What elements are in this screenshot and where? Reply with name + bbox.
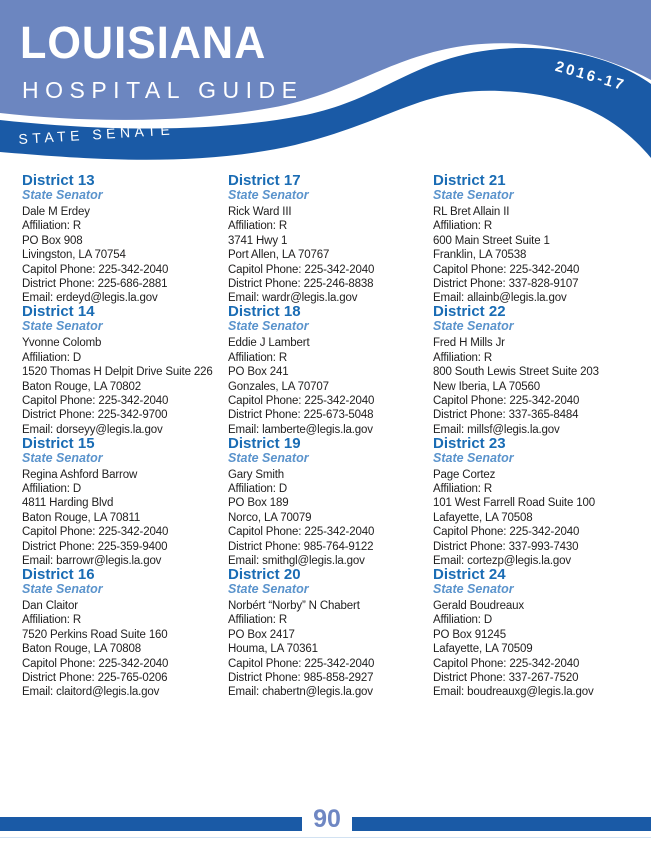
address-line-1: PO Box 91245 <box>433 628 507 641</box>
email: Email: boudreauxg@legis.la.gov <box>433 686 594 699</box>
address-line-2: Baton Rouge, LA 70802 <box>22 380 141 393</box>
capitol-phone: Capitol Phone: 225-342-2040 <box>22 263 169 276</box>
header <box>0 0 651 170</box>
address-line-1: PO Box 2417 <box>228 628 295 641</box>
district-role: State Senator <box>228 319 309 334</box>
district-title: District 15 <box>22 434 95 452</box>
district-role: State Senator <box>22 450 103 465</box>
senator-name: Gary Smith <box>228 468 285 481</box>
district-title: District 21 <box>433 172 506 189</box>
district-title: District 14 <box>22 303 95 321</box>
district-phone: District Phone: 225-359-9400 <box>22 540 168 553</box>
senator-name: Gerald Boudreaux <box>433 599 524 612</box>
address-line-2: New Iberia, LA 70560 <box>433 380 540 393</box>
district-title: District 20 <box>228 565 301 583</box>
edition-badge: 2016-17 <box>553 58 628 95</box>
email: Email: claitord@legis.la.gov <box>22 686 160 699</box>
district-phone: District Phone: 337-828-9107 <box>433 278 579 291</box>
district-entry <box>433 436 635 567</box>
district-title: District 17 <box>228 172 301 189</box>
affiliation: Affiliation: D <box>433 614 493 627</box>
district-entry <box>228 173 430 304</box>
district-phone: District Phone: 985-858-2927 <box>228 671 374 684</box>
capitol-phone: Capitol Phone: 225-342-2040 <box>22 657 169 670</box>
district-phone: District Phone: 225-765-0206 <box>22 671 168 684</box>
page-title: LOUISIANA <box>20 17 267 68</box>
district-title: District 18 <box>228 303 301 321</box>
district-title: District 19 <box>228 434 301 452</box>
senator-name: Fred H Mills Jr <box>433 337 505 350</box>
email: Email: cortezp@legis.la.gov <box>433 555 572 568</box>
address-line-1: 4811 Harding Blvd <box>22 497 114 510</box>
district-entry <box>22 436 224 567</box>
address-line-1: 101 West Farrell Road Suite 100 <box>433 497 595 510</box>
capitol-phone: Capitol Phone: 225-342-2040 <box>228 657 375 670</box>
senator-name: Regina Ashford Barrow <box>22 468 138 481</box>
email: Email: millsf@legis.la.gov <box>433 423 560 436</box>
column-right <box>433 173 635 698</box>
address-line-1: PO Box 241 <box>228 366 289 379</box>
district-role: State Senator <box>433 188 514 202</box>
senator-name: Norbért “Norby” N Chabert <box>228 599 360 612</box>
capitol-phone: Capitol Phone: 225-342-2040 <box>433 657 580 670</box>
district-entry <box>433 173 635 304</box>
address-line-2: Gonzales, LA 70707 <box>228 380 329 393</box>
district-phone: District Phone: 985-764-9122 <box>228 540 374 553</box>
capitol-phone: Capitol Phone: 225-342-2040 <box>433 394 580 407</box>
address-line-1: 800 South Lewis Street Suite 203 <box>433 366 599 379</box>
address-line-1: 3741 Hwy 1 <box>228 234 288 247</box>
district-role: State Senator <box>433 581 514 596</box>
district-entry <box>228 436 430 567</box>
district-phone: District Phone: 225-673-5048 <box>228 409 374 422</box>
district-phone: District Phone: 337-993-7430 <box>433 540 579 553</box>
district-title: District 24 <box>433 565 506 583</box>
district-role: State Senator <box>22 188 103 202</box>
email: Email: dorseyy@legis.la.gov <box>22 423 163 436</box>
address-line-2: Port Allen, LA 70767 <box>228 249 330 262</box>
capitol-phone: Capitol Phone: 225-342-2040 <box>433 526 580 539</box>
capitol-phone: Capitol Phone: 225-342-2040 <box>433 263 580 276</box>
district-phone: District Phone: 225-342-9700 <box>22 409 168 422</box>
district-entry <box>22 304 224 435</box>
senator-name: Eddie J Lambert <box>228 337 310 350</box>
district-role: State Senator <box>433 319 514 334</box>
affiliation: Affiliation: R <box>22 614 82 627</box>
email: Email: erdeyd@legis.la.gov <box>22 292 158 305</box>
district-entry <box>22 173 224 304</box>
email: Email: lamberte@legis.la.gov <box>228 423 373 436</box>
footer-bar-left <box>0 817 302 831</box>
capitol-phone: Capitol Phone: 225-342-2040 <box>22 394 169 407</box>
district-phone: District Phone: 225-246-8838 <box>228 278 374 291</box>
capitol-phone: Capitol Phone: 225-342-2040 <box>228 394 375 407</box>
section-banner: STATE SENATE <box>18 121 175 147</box>
district-role: State Senator <box>22 581 103 596</box>
district-phone: District Phone: 337-365-8484 <box>433 409 579 422</box>
senator-name: RL Bret Allain II <box>433 206 510 218</box>
affiliation: Affiliation: R <box>22 220 82 233</box>
address-line-2: Lafayette, LA 70508 <box>433 511 533 524</box>
district-phone: District Phone: 225-686-2881 <box>22 278 168 291</box>
footer-hairline <box>0 837 651 838</box>
capitol-phone: Capitol Phone: 225-342-2040 <box>228 526 375 539</box>
district-role: State Senator <box>228 581 309 596</box>
affiliation: Affiliation: D <box>22 351 82 364</box>
district-phone: District Phone: 337-267-7520 <box>433 671 579 684</box>
address-line-2: Franklin, LA 70538 <box>433 249 527 262</box>
district-role: State Senator <box>228 188 309 202</box>
district-entry <box>228 567 430 698</box>
district-title: District 13 <box>22 172 95 189</box>
email: Email: allainb@legis.la.gov <box>433 292 567 305</box>
address-line-1: 600 Main Street Suite 1 <box>433 234 550 247</box>
footer-bar-right <box>352 817 651 831</box>
page-subtitle: HOSPITAL GUIDE <box>22 77 304 103</box>
district-title: District 23 <box>433 434 506 452</box>
page-number: 90 <box>313 805 341 833</box>
affiliation: Affiliation: R <box>228 614 288 627</box>
district-entry <box>433 567 635 698</box>
address-line-1: PO Box 189 <box>228 497 289 510</box>
district-entry <box>22 567 224 698</box>
district-role: State Senator <box>228 450 309 465</box>
affiliation: Affiliation: R <box>228 220 288 233</box>
district-role: State Senator <box>433 450 514 465</box>
affiliation: Affiliation: R <box>433 483 493 495</box>
senator-name: Page Cortez <box>433 468 496 481</box>
affiliation: Affiliation: D <box>228 483 288 495</box>
senator-name: Dan Claitor <box>22 599 78 612</box>
email: Email: smithgl@legis.la.gov <box>228 555 365 568</box>
senator-name: Dale M Erdey <box>22 206 90 218</box>
email: Email: barrowr@legis.la.gov <box>22 555 162 568</box>
address-line-1: 1520 Thomas H Delpit Drive Suite 226 <box>22 366 213 379</box>
affiliation: Affiliation: D <box>22 483 82 495</box>
senator-name: Rick Ward III <box>228 206 292 218</box>
district-entry <box>228 304 430 435</box>
capitol-phone: Capitol Phone: 225-342-2040 <box>228 263 375 276</box>
affiliation: Affiliation: R <box>433 220 493 233</box>
email: Email: wardr@legis.la.gov <box>228 292 358 305</box>
district-title: District 22 <box>433 303 506 321</box>
column-middle <box>228 173 430 698</box>
district-role: State Senator <box>22 319 103 334</box>
affiliation: Affiliation: R <box>228 351 288 364</box>
address-line-2: Baton Rouge, LA 70811 <box>22 511 141 524</box>
address-line-2: Norco, LA 70079 <box>228 511 312 524</box>
district-title: District 16 <box>22 565 95 583</box>
address-line-2: Livingston, LA 70754 <box>22 249 126 262</box>
address-line-2: Lafayette, LA 70509 <box>433 643 533 656</box>
affiliation: Affiliation: R <box>433 351 493 364</box>
address-line-2: Baton Rouge, LA 70808 <box>22 643 141 656</box>
column-left <box>22 173 224 698</box>
capitol-phone: Capitol Phone: 225-342-2040 <box>22 526 169 539</box>
district-entry <box>433 304 635 435</box>
address-line-2: Houma, LA 70361 <box>228 643 318 656</box>
email: Email: chabertn@legis.la.gov <box>228 686 373 699</box>
address-line-1: PO Box 908 <box>22 234 83 247</box>
senator-name: Yvonne Colomb <box>22 337 102 350</box>
address-line-1: 7520 Perkins Road Suite 160 <box>22 628 168 641</box>
